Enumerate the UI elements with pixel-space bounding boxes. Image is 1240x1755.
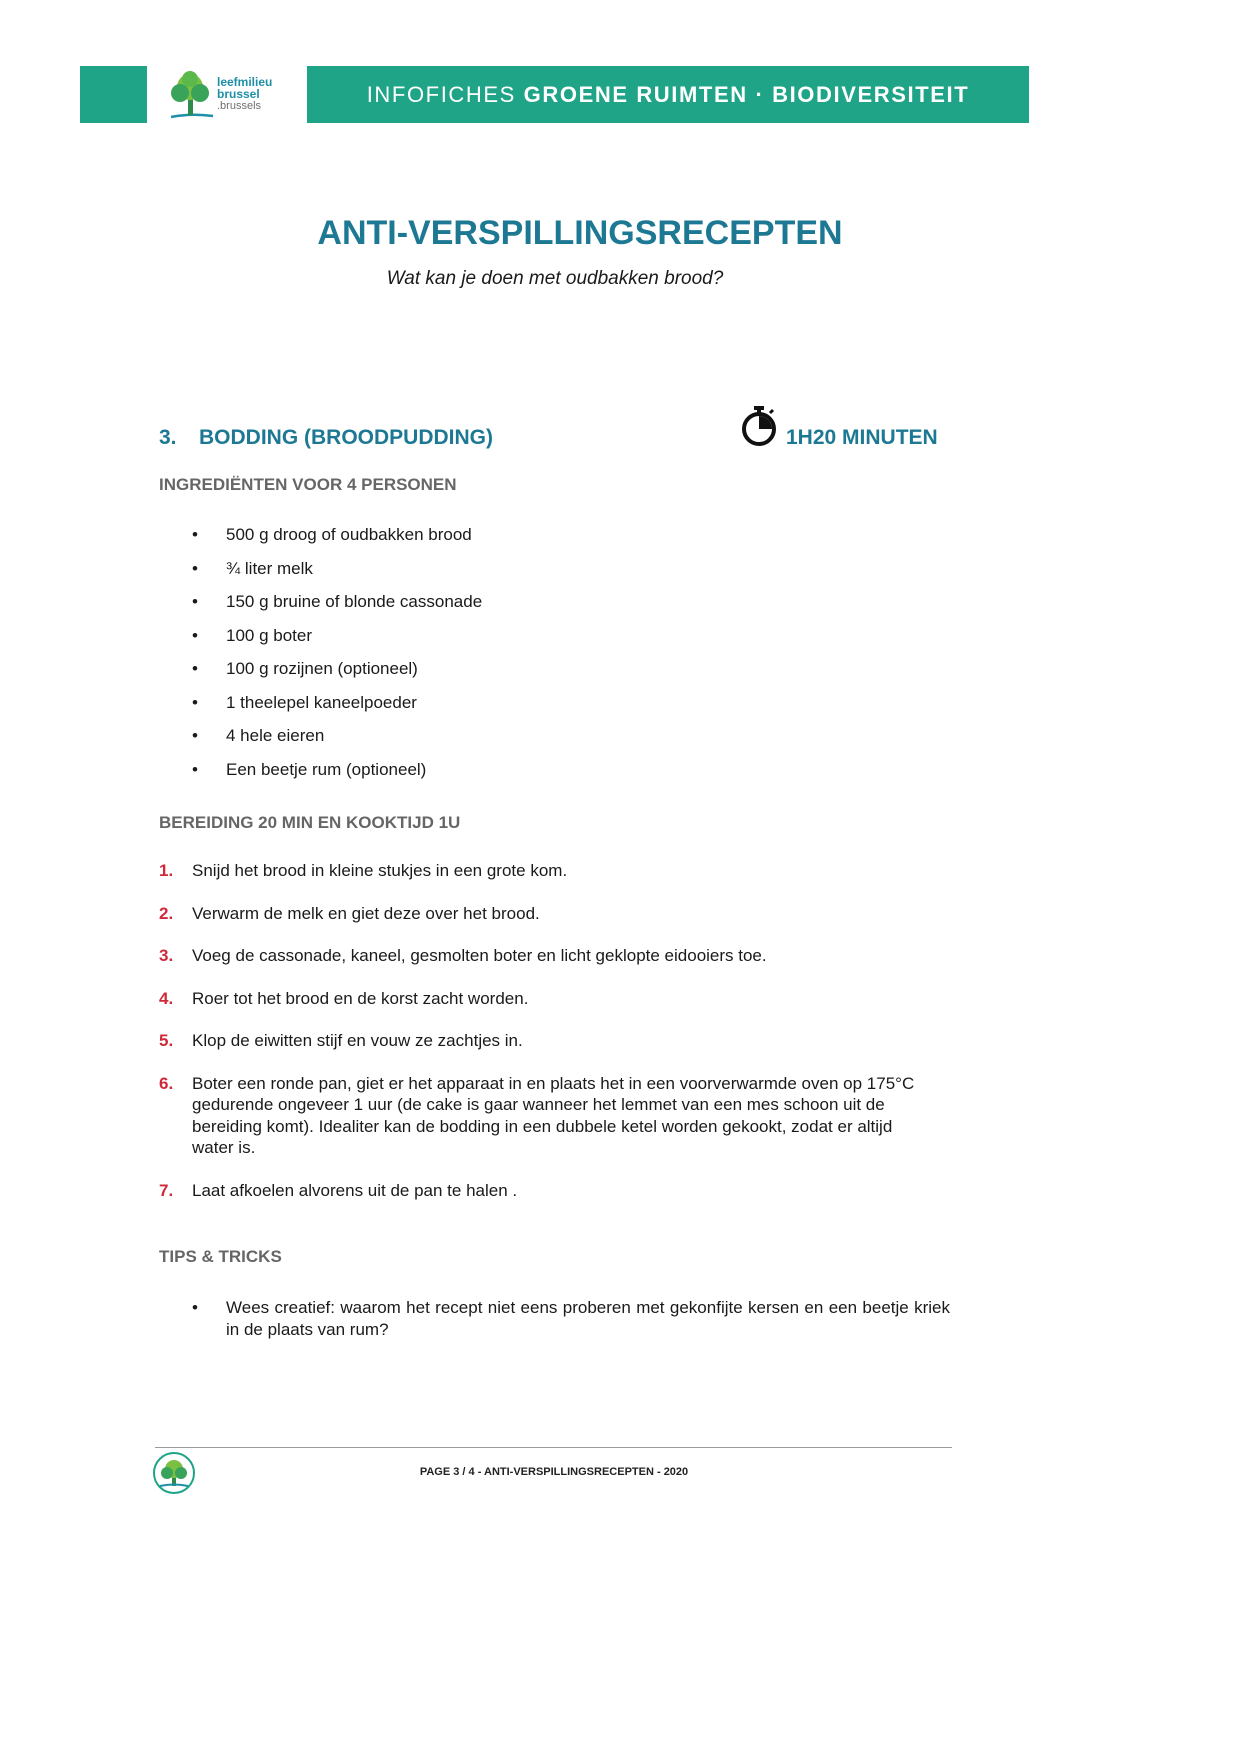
- header-banner-title: [367, 82, 970, 108]
- header-banner-thin: INFOFICHES: [366, 81, 524, 107]
- bullet: •: [192, 625, 198, 645]
- step-number: 2.: [159, 903, 174, 923]
- leefmilieu-brussel-logo: [147, 66, 307, 123]
- bullet: •: [192, 592, 198, 611]
- bullet: •: [192, 692, 198, 712]
- header-banner-bold: GROENE RUIMTEN · BIODIVERSITEIT: [523, 81, 970, 107]
- step-text: Verwarm de melk en giet deze over het brood.: [192, 903, 540, 923]
- stopwatch-icon: [740, 405, 778, 447]
- ingredient-text: Een beetje rum (optioneel): [226, 759, 427, 779]
- preparation-heading: BEREIDING 20 MIN EN KOOKTIJD 1U: [159, 813, 461, 832]
- step-text: Voeg de cassonade, kaneel, gesmolten boter en licht geklopte eidooiers toe.: [192, 946, 767, 965]
- bullet: •: [192, 558, 198, 578]
- bullet: •: [192, 525, 198, 544]
- logo-text: [217, 76, 272, 112]
- footer-divider: [155, 1447, 952, 1448]
- logo-line-1: leefmilieu: [217, 75, 273, 89]
- page-title: ANTI-VERSPILLINGSRECEPTEN: [317, 214, 843, 252]
- step-text: Snijd het brood in kleine stukjes in een grote kom.: [192, 861, 568, 880]
- ingredient-text: 100 g boter: [226, 625, 313, 645]
- logo-line-2: brussel: [217, 87, 260, 101]
- logo-line-3: .brussels: [217, 100, 262, 112]
- ingredient-text: 4 hele eieren: [226, 726, 325, 745]
- step-text: Roer tot het brood en de korst zacht worden.: [192, 988, 529, 1008]
- ingredient-text: ¾ liter melk: [226, 558, 313, 578]
- step-text: Laat afkoelen alvorens uit de pan te halen .: [192, 1180, 518, 1200]
- step-text: Klop de eiwitten stijf en vouw ze zachtjes in.: [192, 1031, 523, 1050]
- ingredient-text: 100 g rozijnen (optioneel): [226, 659, 418, 678]
- tip-text: Wees creatief: waarom het recept niet eens proberen met gekonfijte kersen en een beetje kriek in de plaats van rum?: [226, 1298, 950, 1339]
- step-item: [0, 945, 1100, 967]
- bullet: •: [192, 659, 198, 678]
- step-number: 7.: [159, 1180, 174, 1200]
- footer-page-info: PAGE 3 / 4 - ANTI-VERSPILLINGSRECEPTEN - 2020: [419, 1466, 689, 1478]
- tips-heading: TIPS & TRICKS: [159, 1247, 282, 1266]
- step-item: [0, 1180, 1100, 1202]
- recipe-heading: [159, 426, 493, 450]
- ingredient-text: 150 g bruine of blonde cassonade: [226, 592, 483, 611]
- bullet: •: [192, 1298, 198, 1317]
- recipe-number: 3.: [159, 426, 177, 449]
- recipe-name: BODDING (BROODPUDDING): [199, 426, 493, 449]
- step-item: [0, 1073, 1100, 1159]
- bullet: •: [192, 759, 198, 779]
- ingredient-text: 500 g droog of oudbakken brood: [226, 525, 472, 544]
- ingredient-text: 1 theelepel kaneelpoeder: [226, 692, 417, 712]
- step-number: 1.: [159, 861, 174, 880]
- step-number: 3.: [159, 946, 174, 965]
- step-item: [0, 903, 1100, 925]
- step-item: [0, 1030, 1100, 1052]
- step-number: 4.: [159, 988, 174, 1008]
- step-number: 6.: [159, 1073, 174, 1093]
- page-subtitle: Wat kan je doen met oudbakken brood?: [386, 268, 724, 289]
- ingredients-heading: INGREDIËNTEN VOOR 4 PERSONEN: [159, 475, 457, 494]
- header-green-block: [80, 66, 147, 123]
- preparation-steps: [0, 860, 1100, 1201]
- step-item: [0, 988, 1100, 1010]
- tree-logo-icon: [167, 69, 215, 121]
- step-text: Boter een ronde pan, giet er het apparaat in en plaats het in een voorverwarmde oven op 175°C gedurende ongeveer 1 uur (de cake is gaar wanneer het lemmet van een mes schoon uit de bereiding komt). Idealiter kan de bodding in een dubbele ketel worden gekookt, zodat er altijd water is.: [192, 1073, 915, 1157]
- bullet: •: [192, 726, 198, 745]
- recipe-duration: 1H20 MINUTEN: [786, 426, 938, 449]
- step-number: 5.: [159, 1031, 174, 1050]
- step-item: [0, 860, 1100, 882]
- header-banner: [307, 66, 1029, 123]
